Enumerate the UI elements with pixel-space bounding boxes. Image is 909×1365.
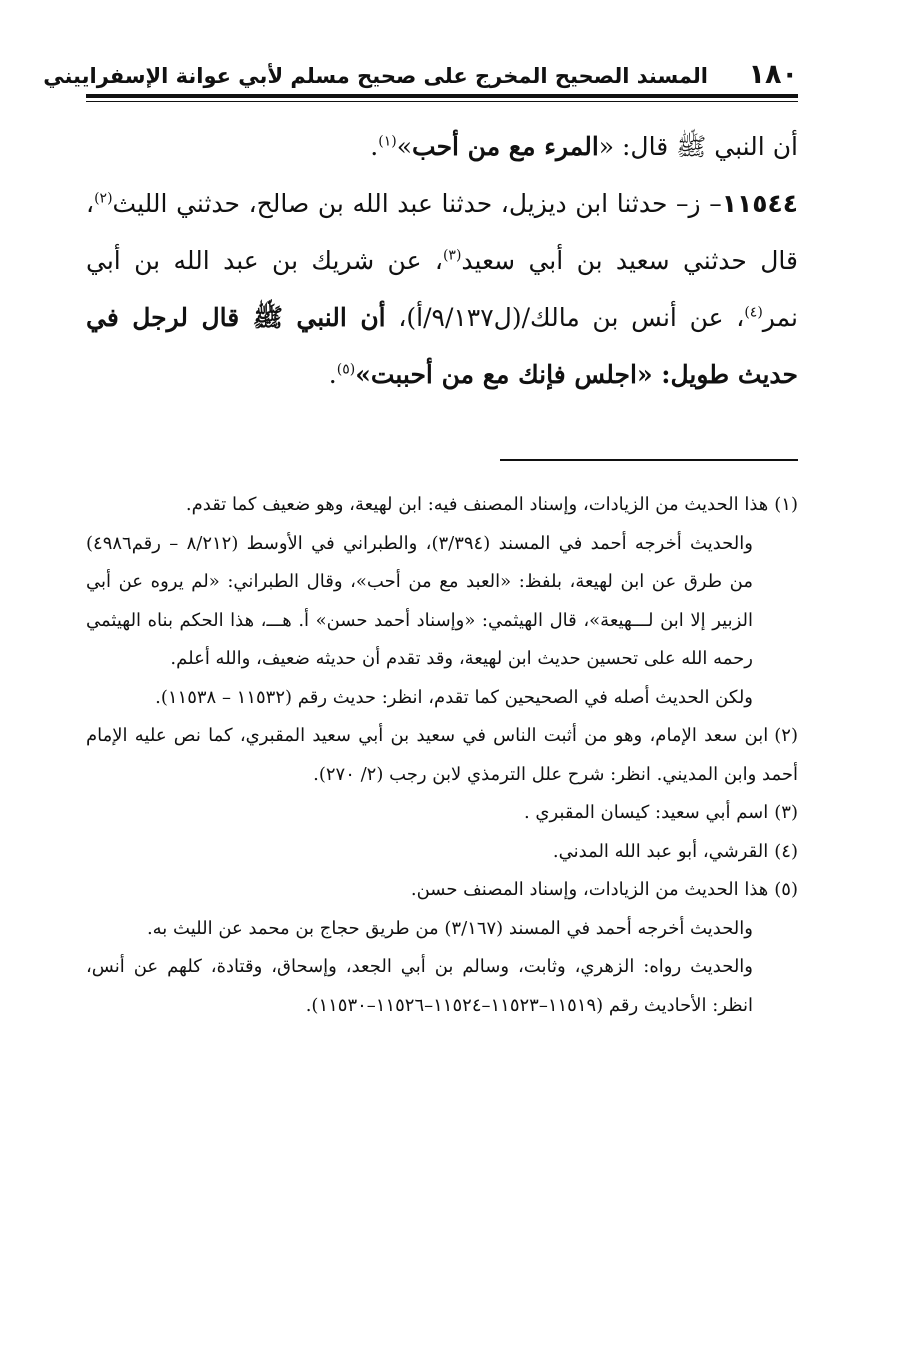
footnote-ref-1: (١) xyxy=(378,133,397,150)
hadith-text: أن النبي ﷺ قال لرجل في حديث طويل: «اجلس فإنك مع من أحببت» xyxy=(86,303,798,389)
footnote: (٢)ابن سعد الإمام، وهو من أثبت الناس في سعيد بن أبي سعيد المقبري، كما نص عليه الإمام أحمد وابن المديني. انظر: شرح علل الترمذي لابن رجب (٢/ ٢٧٠). xyxy=(86,725,798,785)
main-text xyxy=(86,118,798,403)
footnote: (٤)القرشي، أبو عبد الله المدني. xyxy=(552,840,798,862)
footnote-ref-4: (٤) xyxy=(744,304,763,321)
header-rule-thin xyxy=(86,101,798,102)
footnote-continuation: والحديث أخرجه أحمد في المسند (٣/٣٩٤)، والطبراني في الأوسط (٨/٢١٢ – رقم٤٩٨٦) من طرق عن ابن لهيعة، بلفظ: «العبد مع من أحب»، وقال الطبراني: «لم يروه عن أبي الزبير إلا ابن لـــهيعة»، قال الهيثمي: «وإسناد أحمد حسن» أ. هـــ، هذا الحكم بناه الهيثمي رحمه الله على تحسين حديث ابن لهيعة، وقد تقدم أن حديثه ضعيف، والله أعلم. xyxy=(86,532,753,669)
paragraph-2: ١١٥٤٤– ز– حدثنا ابن ديزيل، حدثنا عبد الله بن صالح، حدثني الليث$^{(٢)}$، قال حدثني سعيد بن أبي سعيد$^{(٣)}$، عن شريك بن عبد الله بن أبي نمر$^{(٤)}$، عن أنس بن مالك/(ل٩/١٣٧/أ)، أن النبي ﷺ قال لرجل في حديث طويل: «اجلس فإنك مع من أحببت»$^{(٥)}$. xyxy=(86,189,798,389)
footnote-ref-5: (٥) xyxy=(336,361,356,378)
hadith-number: ١١٥٤٤ xyxy=(721,189,798,218)
footnotes xyxy=(86,486,798,1025)
footnote-continuation: ولكن الحديث أصله في الصحيحين كما تقدم، انظر: حديث رقم (١١٥٣٢ – ١١٥٣٨). xyxy=(155,686,753,708)
footnote-continuation: والحديث رواه: الزهري، وثابت، وسالم بن أبي الجعد، وإسحاق، وقتادة، كلهم عن أنس، انظر: الأحاديث رقم (١١٥١٩–١١٥٢٣–١١٥٢٤–١١٥٢٦–١١٥٣٠). xyxy=(86,956,753,1016)
footnote: (١)هذا الحديث من الزيادات، وإسناد المصنف فيه: ابن لهيعة، وهو ضعيف كما تقدم. xyxy=(185,494,798,515)
book-title: المسند الصحيح المخرج على صحيح مسلم لأبي عوانة الإسفراييني xyxy=(43,64,708,88)
footnote: (٣)اسم أبي سعيد: كيسان المقبري . xyxy=(523,802,798,823)
footnote-continuation: والحديث أخرجه أحمد في المسند (٣/١٦٧) من طريق حجاج بن محمد عن الليث به. xyxy=(146,917,753,939)
footnote-ref-2: (٢) xyxy=(94,190,113,207)
footnote: (٥)هذا الحديث من الزيادات، وإسناد المصنف حسن. xyxy=(410,879,798,900)
hadith-quote: المرء مع من أحب xyxy=(412,132,599,161)
footnote-ref-3: (٣) xyxy=(442,247,462,264)
paragraph-1: أن النبي ﷺ قال: «المرء مع من أحب»$^{(١)}$. xyxy=(370,132,798,161)
footnote-separator xyxy=(500,459,798,461)
running-header xyxy=(43,58,798,94)
header-rule-thick xyxy=(86,94,798,98)
page-number: ١٨٠ xyxy=(748,59,798,90)
